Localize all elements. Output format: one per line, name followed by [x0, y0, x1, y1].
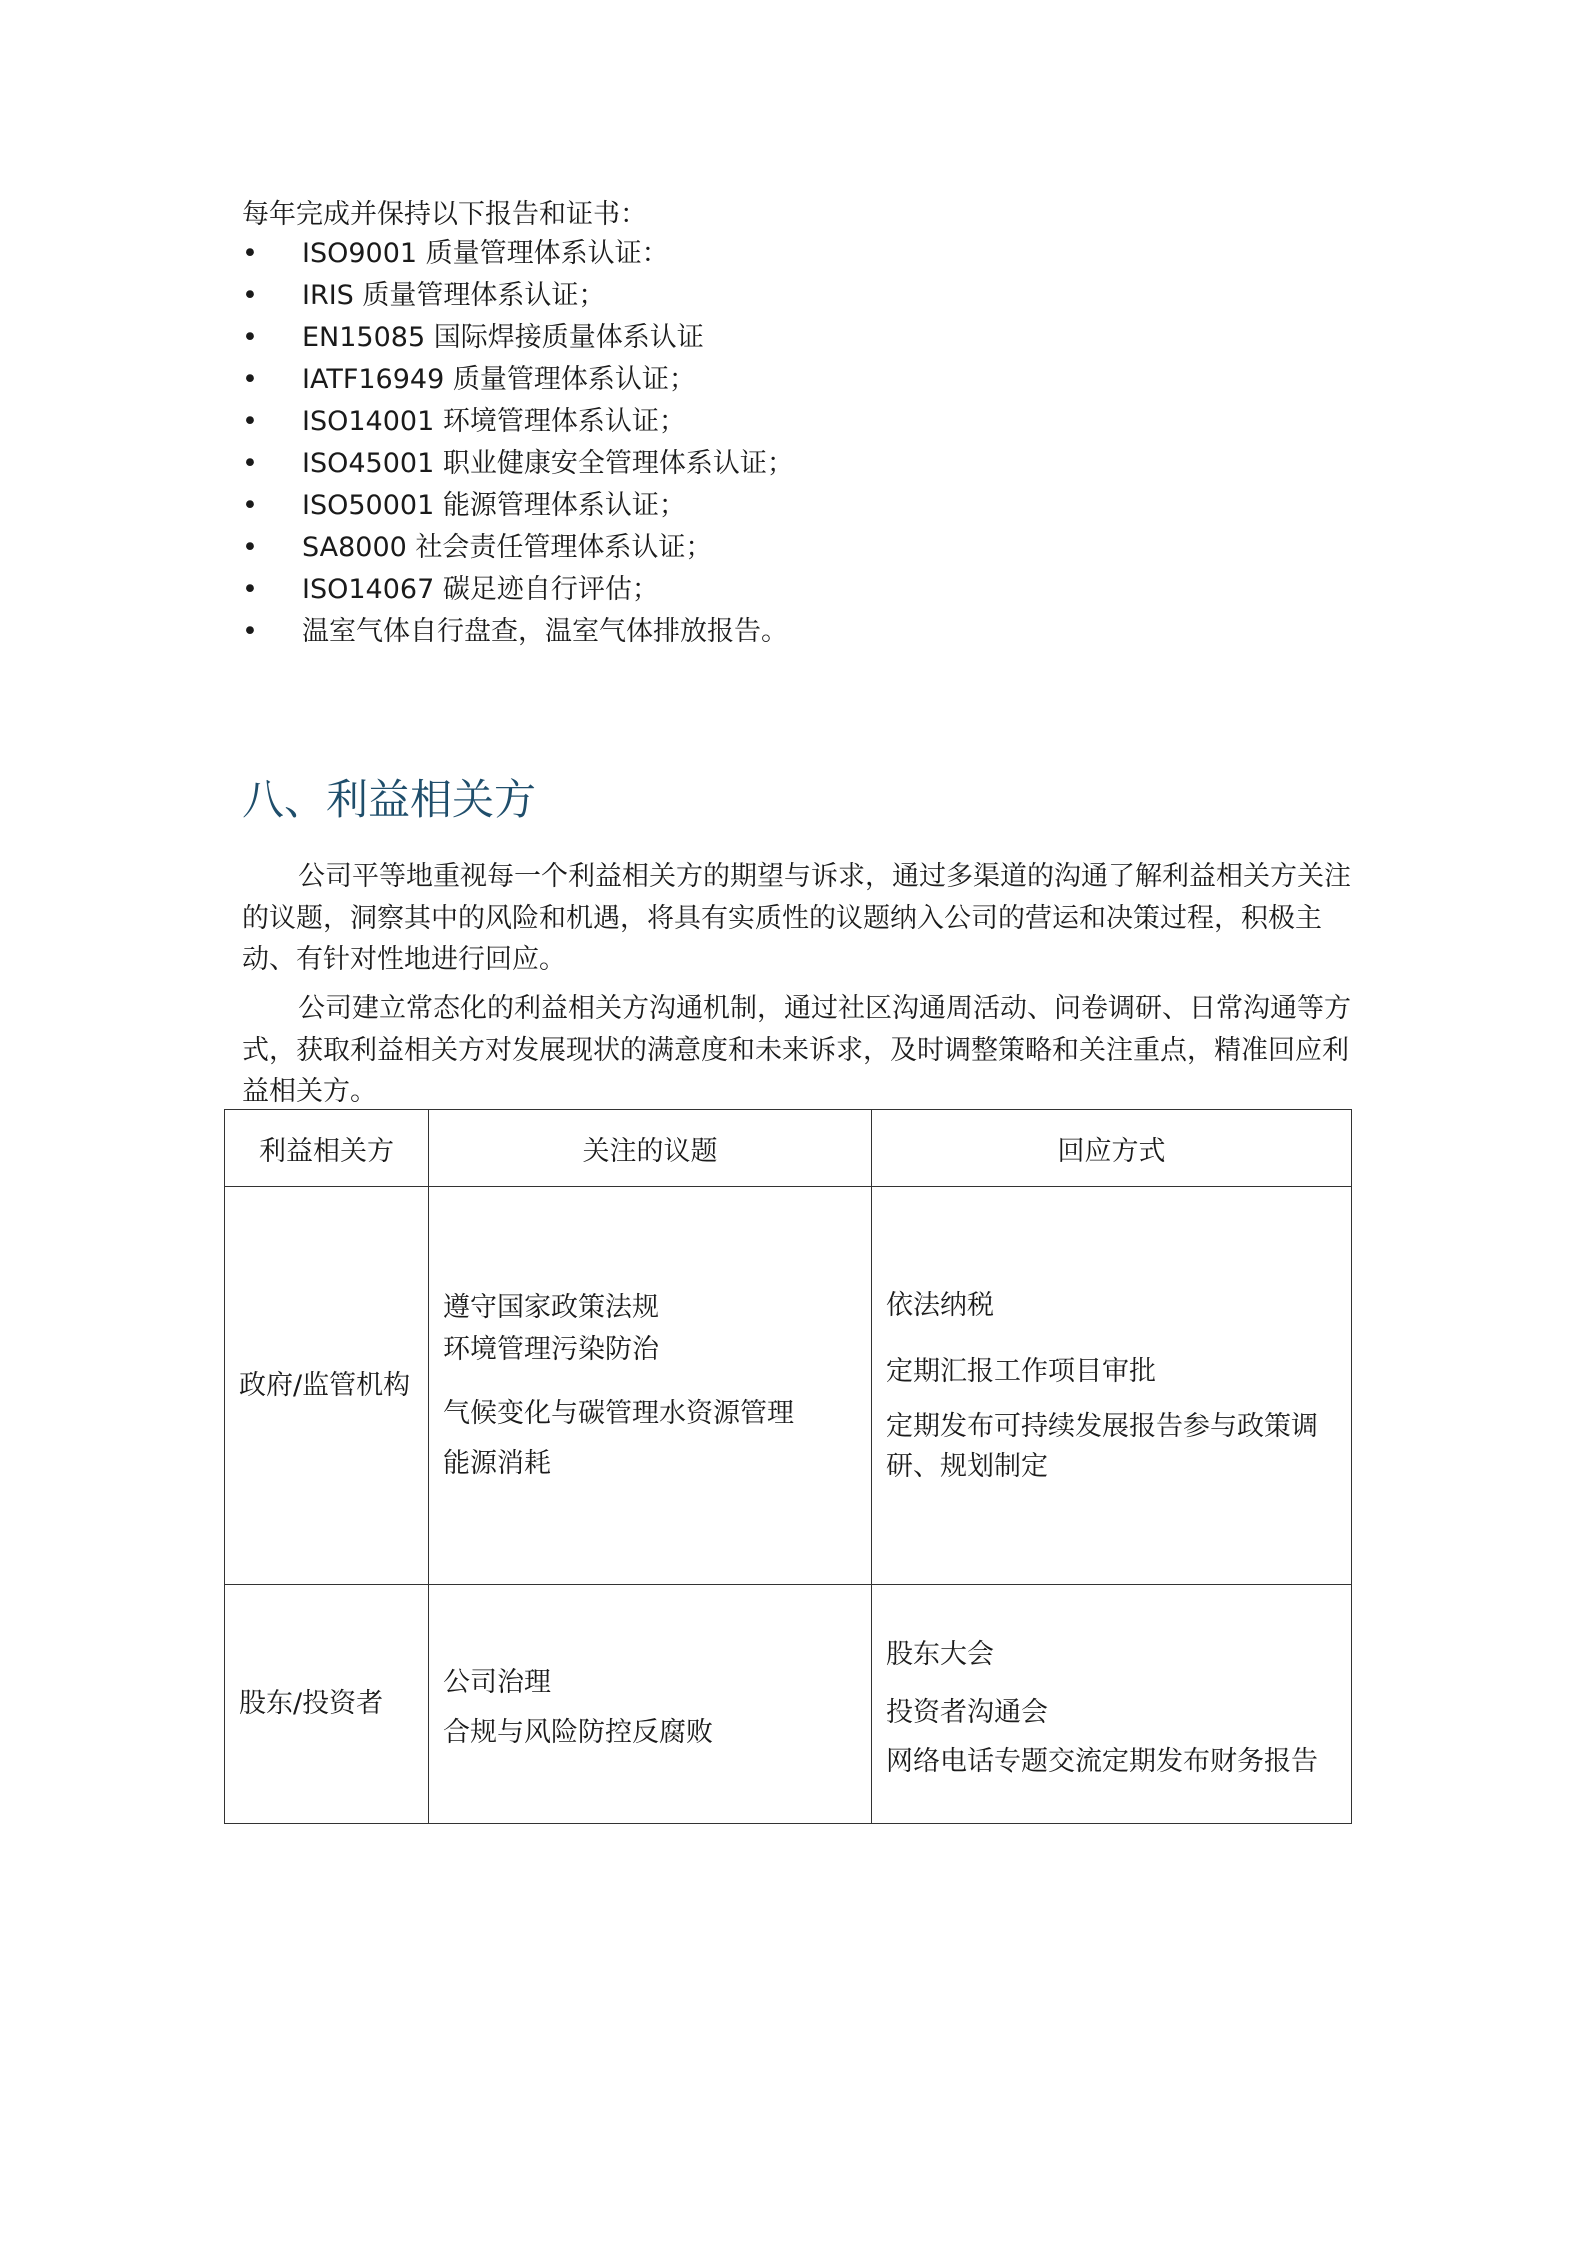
response-item: 定期汇报工作项目审批 — [886, 1355, 1156, 1387]
stakeholder-table — [224, 1109, 1352, 1824]
certification-text: ISO14001 环境管理体系认证； — [302, 406, 686, 437]
response-cell — [872, 1187, 1352, 1585]
response-item: 定期发布可持续发展报告参与政策调研、规划制定 — [886, 1410, 1318, 1482]
bullet-icon: • — [242, 448, 258, 479]
issues-cell — [429, 1187, 872, 1585]
section-paragraph: 公司平等地重视每一个利益相关方的期望与诉求，通过多渠道的沟通了解利益相关方关注的议题，洞察其中的风险和机遇，将具有实质性的议题纳入公司的营运和决策过程，积极主动、有针对性地进行回应。 — [242, 861, 1351, 975]
response-item: 股东大会 — [886, 1639, 994, 1670]
certification-text: ISO50001 能源管理体系认证； — [302, 490, 686, 521]
certification-text: ISO9001 质量管理体系认证： — [302, 238, 669, 269]
section-paragraph: 公司建立常态化的利益相关方沟通机制，通过社区沟通周活动、问卷调研、日常沟通等方式，获取利益相关方对发展现状的满意度和未来诉求，及时调整策略和关注重点，精准回应利益相关方。 — [242, 993, 1351, 1107]
issues-cell — [429, 1585, 872, 1824]
bullet-icon: • — [242, 616, 258, 647]
bullet-icon: • — [242, 364, 258, 395]
response-item: 投资者沟通会 — [886, 1697, 1048, 1728]
certification-text: IRIS 质量管理体系认证； — [302, 280, 606, 311]
bullet-icon: • — [242, 280, 258, 311]
table-header-row — [225, 1110, 1352, 1187]
stakeholder-cell — [225, 1187, 429, 1585]
issue-item: 合规与风险防控反腐败 — [443, 1717, 713, 1748]
stakeholder-name: 股东/投资者 — [239, 1688, 384, 1719]
issue-item: 公司治理 — [443, 1667, 551, 1698]
issue-item: 能源消耗 — [443, 1447, 551, 1479]
bullet-icon: • — [242, 322, 258, 353]
certification-text: EN15085 国际焊接质量体系认证 — [302, 322, 704, 353]
issue-item: 遵守国家政策法规 — [443, 1291, 659, 1323]
response-item: 网络电话专题交流定期发布财务报告 — [886, 1746, 1318, 1777]
header-response: 回应方式 — [872, 1110, 1352, 1187]
bullet-icon: • — [242, 406, 258, 437]
header-issues: 关注的议题 — [429, 1110, 872, 1187]
issue-item: 环境管理污染防治 — [443, 1333, 659, 1365]
certification-text: IATF16949 质量管理体系认证； — [302, 364, 696, 395]
intro-text: 每年完成并保持以下报告和证书： — [242, 199, 647, 230]
issue-item: 气候变化与碳管理水资源管理 — [443, 1397, 794, 1429]
response-item: 依法纳税 — [886, 1289, 994, 1321]
certification-text: 温室气体自行盘查，温室气体排放报告。 — [302, 616, 788, 647]
bullet-icon: • — [242, 574, 258, 605]
table-row — [225, 1585, 1352, 1824]
section-heading: 八、利益相关方 — [242, 775, 537, 824]
certification-text: ISO45001 职业健康安全管理体系认证； — [302, 448, 794, 479]
bullet-icon: • — [242, 238, 258, 269]
response-cell — [872, 1585, 1352, 1824]
certification-text: SA8000 社会责任管理体系认证； — [302, 532, 713, 563]
table-row — [225, 1187, 1352, 1585]
stakeholder-cell — [225, 1585, 429, 1824]
bullet-icon: • — [242, 532, 258, 563]
header-stakeholder: 利益相关方 — [225, 1110, 429, 1187]
stakeholder-name: 政府/监管机构 — [239, 1369, 411, 1401]
bullet-icon: • — [242, 490, 258, 521]
certification-text: ISO14067 碳足迹自行评估； — [302, 574, 659, 605]
